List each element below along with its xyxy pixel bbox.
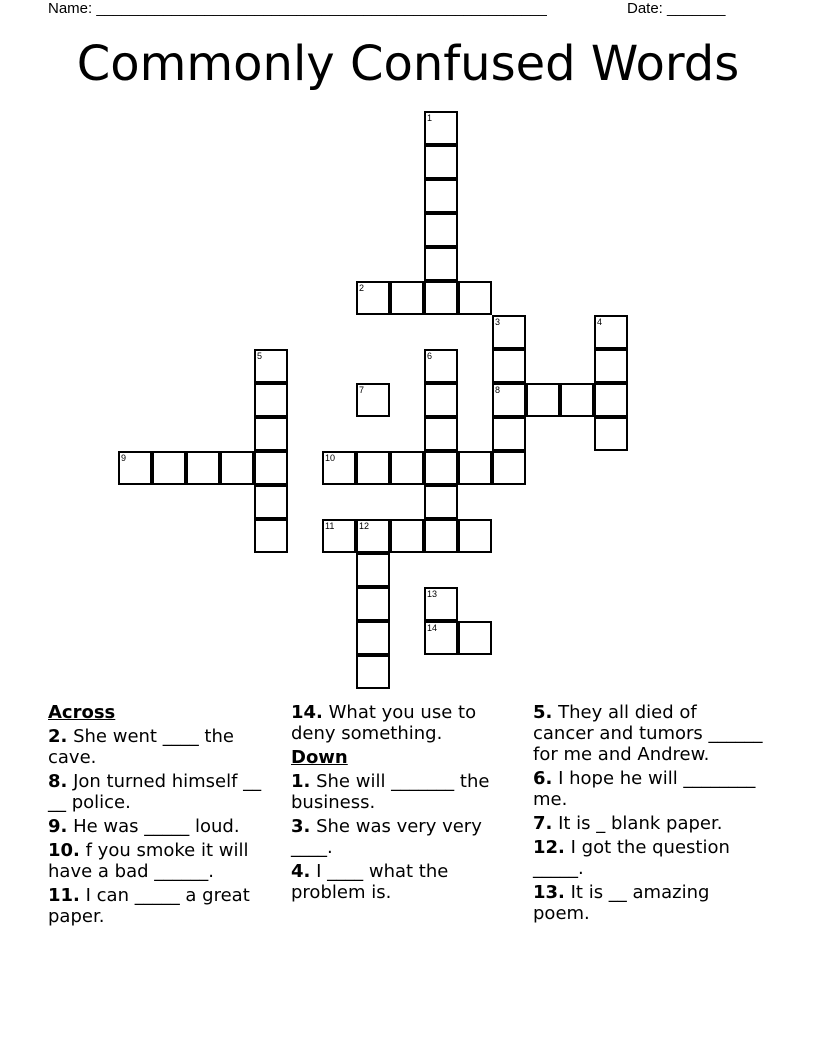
clue-text: I got the question _____. [533,837,730,879]
clue-number-label: 1. [291,771,311,792]
clue-item [48,771,278,813]
clue-number: 7 [359,385,365,395]
clue-text: It is __ amazing poem. [533,882,710,924]
clue-item [291,861,521,903]
clue-text: What you use to deny something. [291,702,477,744]
crossword-cell[interactable] [424,383,458,417]
clue-item [533,813,763,834]
crossword-cell[interactable] [254,485,288,519]
crossword-cell[interactable] [356,281,390,315]
clue-text: I can _____ a great paper. [48,885,250,927]
crossword-cell[interactable] [492,417,526,451]
clue-text: f you smoke it will have a bad ______. [48,840,249,882]
crossword-cell[interactable] [424,281,458,315]
crossword-cell[interactable] [390,519,424,553]
crossword-cell[interactable] [492,451,526,485]
clue-number-label: 11. [48,885,80,906]
clue-column-1 [48,702,278,930]
crossword-cell[interactable] [526,383,560,417]
crossword-cell[interactable] [424,111,458,145]
clue-number-label: 3. [291,816,311,837]
clue-text: I hope he will ________ me. [533,768,756,810]
crossword-cell[interactable] [424,247,458,281]
clue-number: 5 [257,351,263,361]
clue-item [533,768,763,810]
crossword-cell[interactable] [356,621,390,655]
clue-number: 8 [495,385,501,395]
crossword-cell[interactable] [424,145,458,179]
crossword-cell[interactable] [390,281,424,315]
crossword-cell[interactable] [594,383,628,417]
clue-item [291,771,521,813]
crossword-cell[interactable] [254,451,288,485]
crossword-cell[interactable] [254,417,288,451]
clue-number-label: 12. [533,837,565,858]
clue-text: Jon turned himself __ __ police. [48,771,262,813]
name-field-label: Name: ______________________________________________________ [48,0,547,17]
clue-number: 1 [427,113,433,123]
crossword-cell[interactable] [356,655,390,689]
crossword-cell[interactable] [220,451,254,485]
crossword-cell[interactable] [458,519,492,553]
crossword-cell[interactable] [424,451,458,485]
clue-column-3 [533,702,763,927]
date-field-label: Date: _______ [627,0,726,17]
crossword-cell[interactable] [322,519,356,553]
crossword-cell[interactable] [254,383,288,417]
clue-number-label: 10. [48,840,80,861]
clue-number-label: 6. [533,768,553,789]
crossword-cell[interactable] [254,519,288,553]
crossword-cell[interactable] [594,315,628,349]
crossword-cell[interactable] [424,519,458,553]
crossword-cell[interactable] [186,451,220,485]
clue-number-label: 8. [48,771,68,792]
clue-number-label: 5. [533,702,553,723]
clue-item [533,837,763,879]
crossword-cell[interactable] [458,451,492,485]
crossword-cell[interactable] [390,451,424,485]
clue-number: 6 [427,351,433,361]
crossword-cell[interactable] [492,383,526,417]
clue-number: 3 [495,317,501,327]
crossword-cell[interactable] [254,349,288,383]
clue-item [291,702,521,744]
crossword-cell[interactable] [356,519,390,553]
clue-text: She went ____ the cave. [48,726,234,768]
clue-item [533,702,763,765]
clue-item [533,882,763,924]
crossword-cell[interactable] [356,553,390,587]
crossword-cell[interactable] [560,383,594,417]
down-heading: Down [291,747,348,768]
clue-number: 13 [427,589,438,599]
clue-item [48,726,278,768]
crossword-cell[interactable] [322,451,356,485]
crossword-cell[interactable] [424,417,458,451]
clue-item [48,840,278,882]
crossword-cell[interactable] [118,451,152,485]
crossword-cell[interactable] [492,349,526,383]
clue-number-label: 2. [48,726,68,747]
clue-number-label: 9. [48,816,68,837]
crossword-cell[interactable] [492,315,526,349]
clue-number-label: 13. [533,882,565,903]
clue-number: 12 [359,521,370,531]
crossword-cell[interactable] [424,179,458,213]
crossword-cell[interactable] [594,349,628,383]
clue-number-label: 14. [291,702,323,723]
clue-item [48,885,278,927]
page-title: Commonly Confused Words [76,36,740,92]
clue-number: 4 [597,317,603,327]
clue-number: 9 [121,453,127,463]
crossword-cell[interactable] [458,621,492,655]
clue-text: It is _ blank paper. [552,813,723,834]
crossword-cell[interactable] [356,587,390,621]
clue-number: 10 [325,453,336,463]
crossword-cell[interactable] [458,281,492,315]
clue-text: They all died of cancer and tumors ______ for me and Andrew. [533,702,763,765]
clue-item [48,816,278,837]
clue-number: 11 [325,521,335,531]
clue-number-label: 4. [291,861,311,882]
crossword-cell[interactable] [594,417,628,451]
clue-number: 2 [359,283,365,293]
crossword-cell[interactable] [424,621,458,655]
clue-text: She will _______ the business. [291,771,490,813]
crossword-cell[interactable] [356,451,390,485]
across-heading: Across [48,702,116,723]
clue-column-2 [291,702,521,906]
clue-text: She was very very ____. [291,816,482,858]
clue-item [291,816,521,858]
crossword-cell[interactable] [424,587,458,621]
crossword-cell[interactable] [424,213,458,247]
clue-text: He was _____ loud. [67,816,240,837]
crossword-cell[interactable] [356,383,390,417]
clue-number: 14 [427,623,438,633]
crossword-cell[interactable] [424,485,458,519]
clue-text: I ____ what the problem is. [291,861,449,903]
crossword-cell[interactable] [152,451,186,485]
clue-number-label: 7. [533,813,553,834]
crossword-cell[interactable] [424,349,458,383]
